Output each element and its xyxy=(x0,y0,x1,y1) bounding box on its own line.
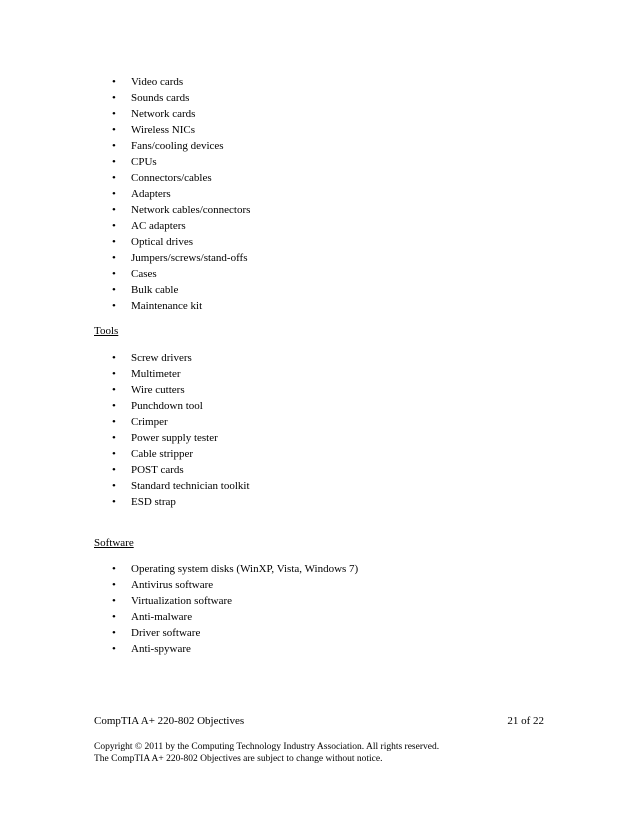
bullet-icon: • xyxy=(112,432,116,444)
parts-list xyxy=(112,74,250,314)
bullet-icon: • xyxy=(112,124,116,136)
list-item xyxy=(112,494,250,510)
list-item xyxy=(112,366,250,382)
bullet-icon: • xyxy=(112,220,116,232)
list-item xyxy=(112,186,250,202)
list-item-label: Fans/cooling devices xyxy=(131,140,224,152)
list-item-label: Antivirus software xyxy=(131,579,214,591)
list-item xyxy=(112,561,358,577)
bullet-icon: • xyxy=(112,611,116,623)
bullet-icon: • xyxy=(112,579,116,591)
list-item-label: Maintenance kit xyxy=(131,300,203,312)
list-item-label: Network cards xyxy=(131,108,196,120)
list-item xyxy=(112,74,250,90)
list-item xyxy=(112,266,250,282)
bullet-icon: • xyxy=(112,156,116,168)
list-item xyxy=(112,577,358,593)
list-item-label: Cases xyxy=(131,268,157,280)
list-item xyxy=(112,122,250,138)
list-item-label: Multimeter xyxy=(131,368,181,380)
list-item-label: AC adapters xyxy=(131,220,186,232)
list-item-label: Anti-malware xyxy=(131,611,193,623)
list-item xyxy=(112,382,250,398)
list-item xyxy=(112,250,250,266)
list-item xyxy=(112,90,250,106)
list-item-label: Jumpers/screws/stand-offs xyxy=(131,252,248,264)
list-item-label: Crimper xyxy=(131,416,168,428)
list-item xyxy=(112,154,250,170)
list-item-label: Sounds cards xyxy=(131,92,190,104)
tools-list xyxy=(112,350,250,510)
list-item xyxy=(112,625,358,641)
footer-copyright: Copyright © 2011 by the Computing Technology Industry Association. All rights reserved. xyxy=(94,742,440,752)
bullet-icon: • xyxy=(112,284,116,296)
bullet-icon: • xyxy=(112,92,116,104)
software-heading: Software xyxy=(94,537,134,549)
bullet-icon: • xyxy=(112,384,116,396)
list-item-label: Video cards xyxy=(131,76,184,88)
bullet-icon: • xyxy=(112,368,116,380)
list-item xyxy=(112,202,250,218)
bullet-icon: • xyxy=(112,108,116,120)
footer-page-number: 21 of 22 xyxy=(507,715,544,727)
footer-notice: The CompTIA A+ 220-802 Objectives are subject to change without notice. xyxy=(94,754,383,764)
list-item xyxy=(112,282,250,298)
list-item-label: POST cards xyxy=(131,464,184,476)
list-item xyxy=(112,350,250,366)
list-item xyxy=(112,298,250,314)
list-item xyxy=(112,170,250,186)
list-item-label: Optical drives xyxy=(131,236,194,248)
bullet-icon: • xyxy=(112,188,116,200)
list-item-label: Virtualization software xyxy=(131,595,233,607)
list-item xyxy=(112,446,250,462)
list-item-label: Punchdown tool xyxy=(131,400,203,412)
list-item-label: CPUs xyxy=(131,156,157,168)
list-item xyxy=(112,414,250,430)
bullet-icon: • xyxy=(112,480,116,492)
software-list xyxy=(112,561,358,657)
list-item-label: Adapters xyxy=(131,188,171,200)
footer-title: CompTIA A+ 220-802 Objectives xyxy=(94,715,245,727)
bullet-icon: • xyxy=(112,172,116,184)
bullet-icon: • xyxy=(112,300,116,312)
list-item xyxy=(112,462,250,478)
bullet-icon: • xyxy=(112,204,116,216)
list-item xyxy=(112,593,358,609)
list-item xyxy=(112,398,250,414)
list-item-label: Anti-spyware xyxy=(131,643,191,655)
list-item-label: Wire cutters xyxy=(131,384,185,396)
list-item-label: Standard technician toolkit xyxy=(131,480,250,492)
bullet-icon: • xyxy=(112,236,116,248)
bullet-icon: • xyxy=(112,400,116,412)
list-item-label: Power supply tester xyxy=(131,432,218,444)
bullet-icon: • xyxy=(112,416,116,428)
tools-heading: Tools xyxy=(94,325,119,337)
bullet-icon: • xyxy=(112,448,116,460)
bullet-icon: • xyxy=(112,252,116,264)
list-item-label: Wireless NICs xyxy=(131,124,196,136)
list-item xyxy=(112,430,250,446)
list-item-label: Operating system disks (WinXP, Vista, Windows 7) xyxy=(131,563,359,575)
bullet-icon: • xyxy=(112,643,116,655)
list-item xyxy=(112,478,250,494)
bullet-icon: • xyxy=(112,496,116,508)
bullet-icon: • xyxy=(112,268,116,280)
list-item xyxy=(112,138,250,154)
bullet-icon: • xyxy=(112,140,116,152)
list-item-label: Cable stripper xyxy=(131,448,194,460)
list-item-label: Bulk cable xyxy=(131,284,179,296)
list-item-label: ESD strap xyxy=(131,496,176,508)
list-item-label: Driver software xyxy=(131,627,201,639)
bullet-icon: • xyxy=(112,563,116,575)
bullet-icon: • xyxy=(112,627,116,639)
list-item xyxy=(112,106,250,122)
list-item-label: Connectors/cables xyxy=(131,172,212,184)
bullet-icon: • xyxy=(112,352,116,364)
list-item-label: Screw drivers xyxy=(131,352,192,364)
list-item-label: Network cables/connectors xyxy=(131,204,251,216)
list-item xyxy=(112,234,250,250)
list-item xyxy=(112,609,358,625)
bullet-icon: • xyxy=(112,464,116,476)
list-item xyxy=(112,218,250,234)
list-item xyxy=(112,641,358,657)
bullet-icon: • xyxy=(112,76,116,88)
bullet-icon: • xyxy=(112,595,116,607)
